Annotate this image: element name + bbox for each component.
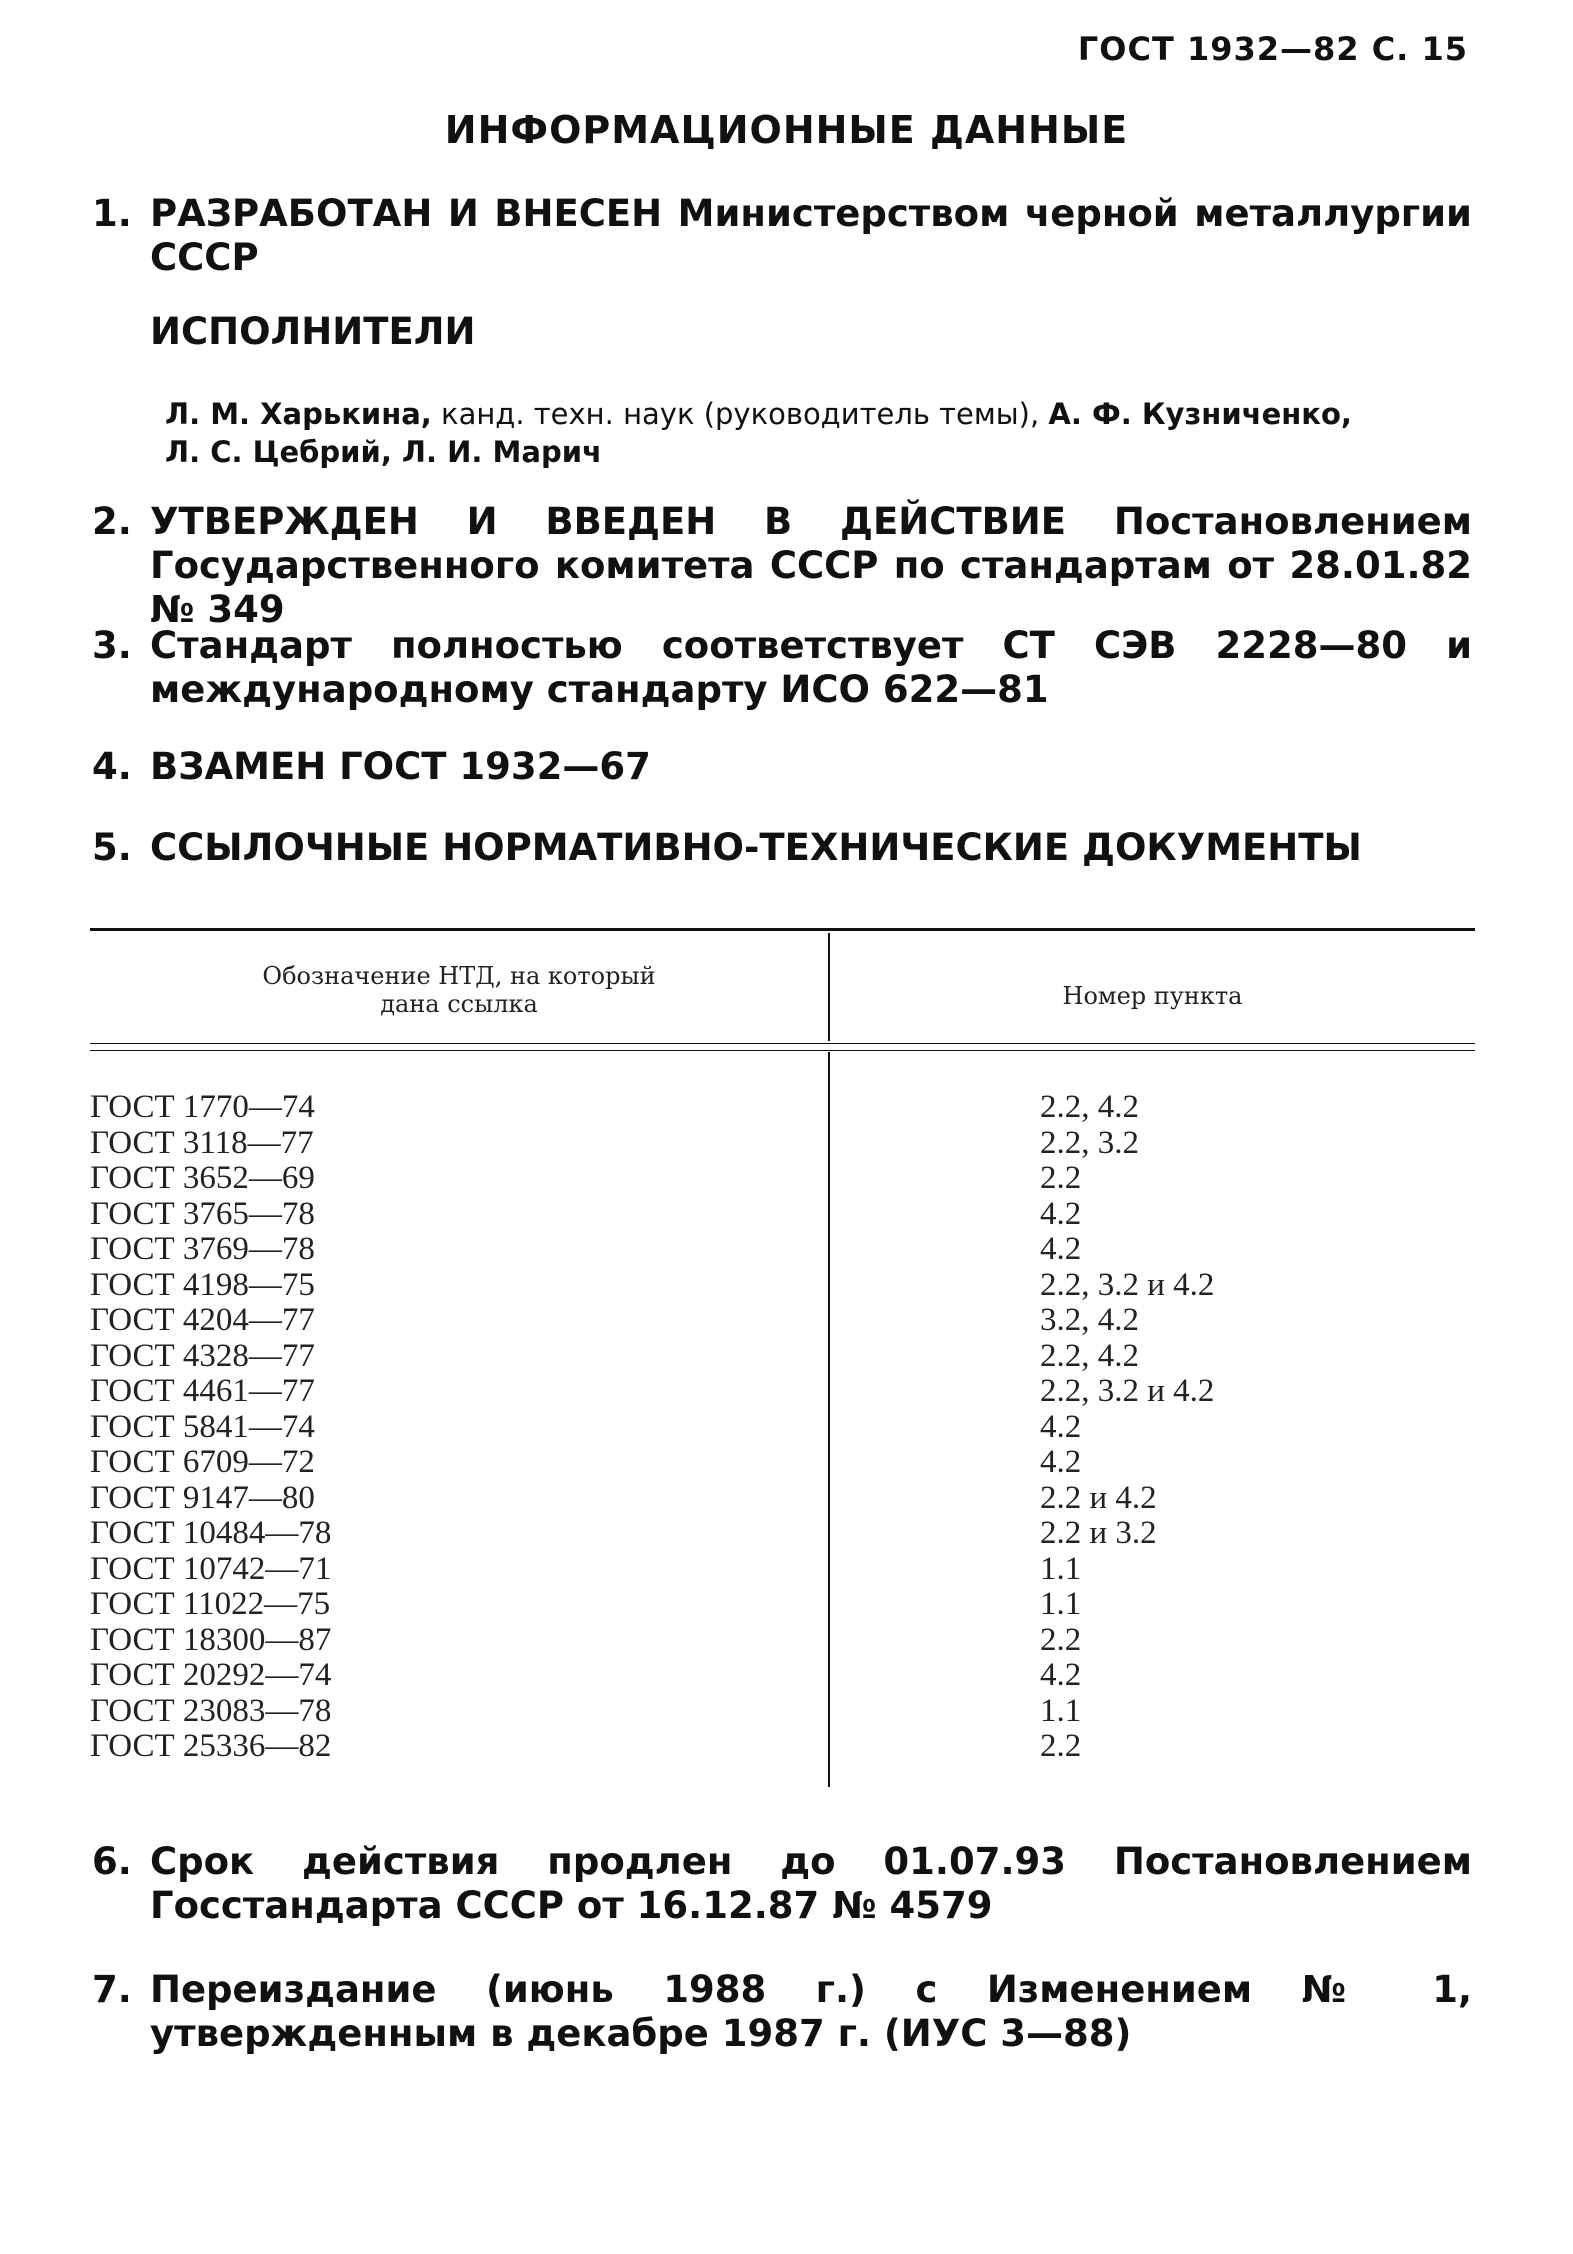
- table-cell-points: 2.2, 3.2: [1040, 1124, 1139, 1161]
- item-bold-lead: УТВЕРЖДЕН И ВВЕДЕН В ДЕЙСТВИЕ: [150, 500, 1067, 543]
- header-line: Обозначение НТД, на который: [262, 962, 656, 990]
- item-number: 4.: [92, 745, 132, 788]
- executors-heading: ИСПОЛНИТЕЛИ: [150, 310, 476, 353]
- table-cell-points: 1.1: [1040, 1586, 1082, 1622]
- table-header-points: Номер пункта: [1062, 982, 1243, 1010]
- table-cell-document: ГОСТ 23083—78: [90, 1692, 332, 1729]
- table-cell-document: ГОСТ 1770—74: [90, 1089, 315, 1125]
- item-6: [92, 1840, 1472, 1928]
- item-text: Постановлением Государственного комитета СССР по стандартам от 28.01.82 № 349: [150, 500, 1472, 631]
- table-cell-document: ГОСТ 20292—74: [90, 1657, 332, 1693]
- table-cell-document: ГОСТ 3769—78: [90, 1231, 315, 1267]
- item-number: 6.: [92, 1840, 132, 1883]
- item-number: 1.: [92, 192, 132, 235]
- table-cell-points: 2.2, 3.2 и 4.2: [1040, 1373, 1215, 1409]
- item-content: [150, 500, 1472, 632]
- table-cell-document: ГОСТ 25336—82: [90, 1728, 332, 1764]
- table-body-divider: [828, 1052, 830, 1787]
- table-cell-points: 2.2, 4.2: [1040, 1337, 1139, 1374]
- table-cell-document: ГОСТ 3118—77: [90, 1124, 314, 1161]
- item-number: 7.: [92, 1968, 132, 2011]
- table-cell-points: 4.2: [1040, 1444, 1082, 1480]
- item-number: 5.: [92, 826, 132, 869]
- item-text: ССЫЛОЧНЫЕ НОРМАТИВНО-ТЕХНИЧЕСКИЕ ДОКУМЕНТЫ: [150, 826, 1362, 869]
- page-header: ГОСТ 1932—82 С. 15: [1077, 30, 1468, 68]
- table-cell-document: ГОСТ 4198—75: [90, 1266, 315, 1303]
- item-number: 2.: [92, 500, 132, 543]
- item-text: Переиздание (июнь 1988 г.) с Изменением № 1, утвержденным в декабре 1987 г. (ИУС 3—88): [150, 1968, 1472, 2055]
- table-cell-document: ГОСТ 4328—77: [90, 1337, 315, 1374]
- item-5: [92, 826, 1472, 870]
- table-top-rule: [90, 928, 1475, 931]
- table-cell-document: ГОСТ 9147—80: [90, 1479, 315, 1516]
- item-text: ВЗАМЕН ГОСТ 1932—67: [150, 745, 651, 788]
- table-cell-document: ГОСТ 18300—87: [90, 1621, 332, 1658]
- table-cell-points: 2.2, 3.2 и 4.2: [1040, 1266, 1215, 1303]
- table-cell-points: 1.1: [1040, 1692, 1082, 1729]
- table-cell-points: 4.2: [1040, 1231, 1082, 1267]
- item-text: Срок действия продлен до 01.07.93 Постановлением Госстандарта СССР от 16.12.87 № 4579: [150, 1840, 1472, 1927]
- table-cell-points: 1.1: [1040, 1550, 1082, 1587]
- table-cell-points: 2.2: [1040, 1160, 1082, 1196]
- table-cell-document: ГОСТ 4461—77: [90, 1373, 315, 1409]
- item-bold-lead: РАЗРАБОТАН И ВНЕСЕН: [150, 192, 663, 235]
- table-cell-document: ГОСТ 5841—74: [90, 1408, 315, 1445]
- table-cell-points: 4.2: [1040, 1408, 1082, 1445]
- table-cell-points: 3.2, 4.2: [1040, 1302, 1139, 1338]
- item-3: [92, 624, 1472, 712]
- table-cell-points: 2.2, 4.2: [1040, 1089, 1139, 1125]
- table-cell-points: 4.2: [1040, 1195, 1082, 1232]
- table-cell-document: ГОСТ 4204—77: [90, 1302, 315, 1338]
- item-7: [92, 1968, 1472, 2056]
- page-title: ИНФОРМАЦИОННЫЕ ДАННЫЕ: [444, 108, 1129, 152]
- table-header-rule: [90, 1050, 1475, 1051]
- table-cell-document: ГОСТ 6709—72: [90, 1444, 315, 1480]
- table-column-documents: [90, 1090, 331, 1765]
- table-cell-points: 2.2 и 3.2: [1040, 1515, 1157, 1551]
- item-number: 3.: [92, 624, 132, 667]
- table-header-document: [90, 962, 828, 1018]
- table-header-rule: [90, 1043, 1475, 1044]
- executor-note: канд. техн. наук (руководитель темы),: [431, 397, 1049, 431]
- executor-name: А. Ф. Кузниченко,: [1048, 397, 1352, 431]
- header-line: дана ссылка: [380, 990, 538, 1018]
- item-text: Стандарт полностью соответствует СТ СЭВ 2228—80 и международному стандарту ИСО 622—81: [150, 624, 1472, 711]
- table-cell-document: ГОСТ 3652—69: [90, 1160, 315, 1196]
- item-1: [92, 192, 1472, 280]
- table-cell-document: ГОСТ 10742—71: [90, 1550, 332, 1587]
- executor-name: Л. М. Харькина,: [165, 397, 432, 431]
- table-cell-document: ГОСТ 3765—78: [90, 1195, 315, 1232]
- table-cell-document: ГОСТ 10484—78: [90, 1515, 332, 1551]
- executors-list: [165, 395, 1472, 471]
- table-cell-points: 2.2: [1040, 1728, 1082, 1764]
- item-4: [92, 745, 1472, 789]
- executor-name: Л. С. Цебрий, Л. И. Марич: [165, 435, 602, 469]
- table-cell-points: 2.2: [1040, 1621, 1082, 1658]
- table-cell-points: 2.2 и 4.2: [1040, 1479, 1157, 1516]
- table-cell-points: 4.2: [1040, 1657, 1082, 1693]
- item-text: Министерством черной металлургии СССР: [150, 192, 1472, 279]
- table-cell-document: ГОСТ 11022—75: [90, 1586, 331, 1622]
- table-column-points: [1040, 1090, 1214, 1765]
- item-2: [92, 500, 1472, 632]
- item-content: [150, 192, 1472, 280]
